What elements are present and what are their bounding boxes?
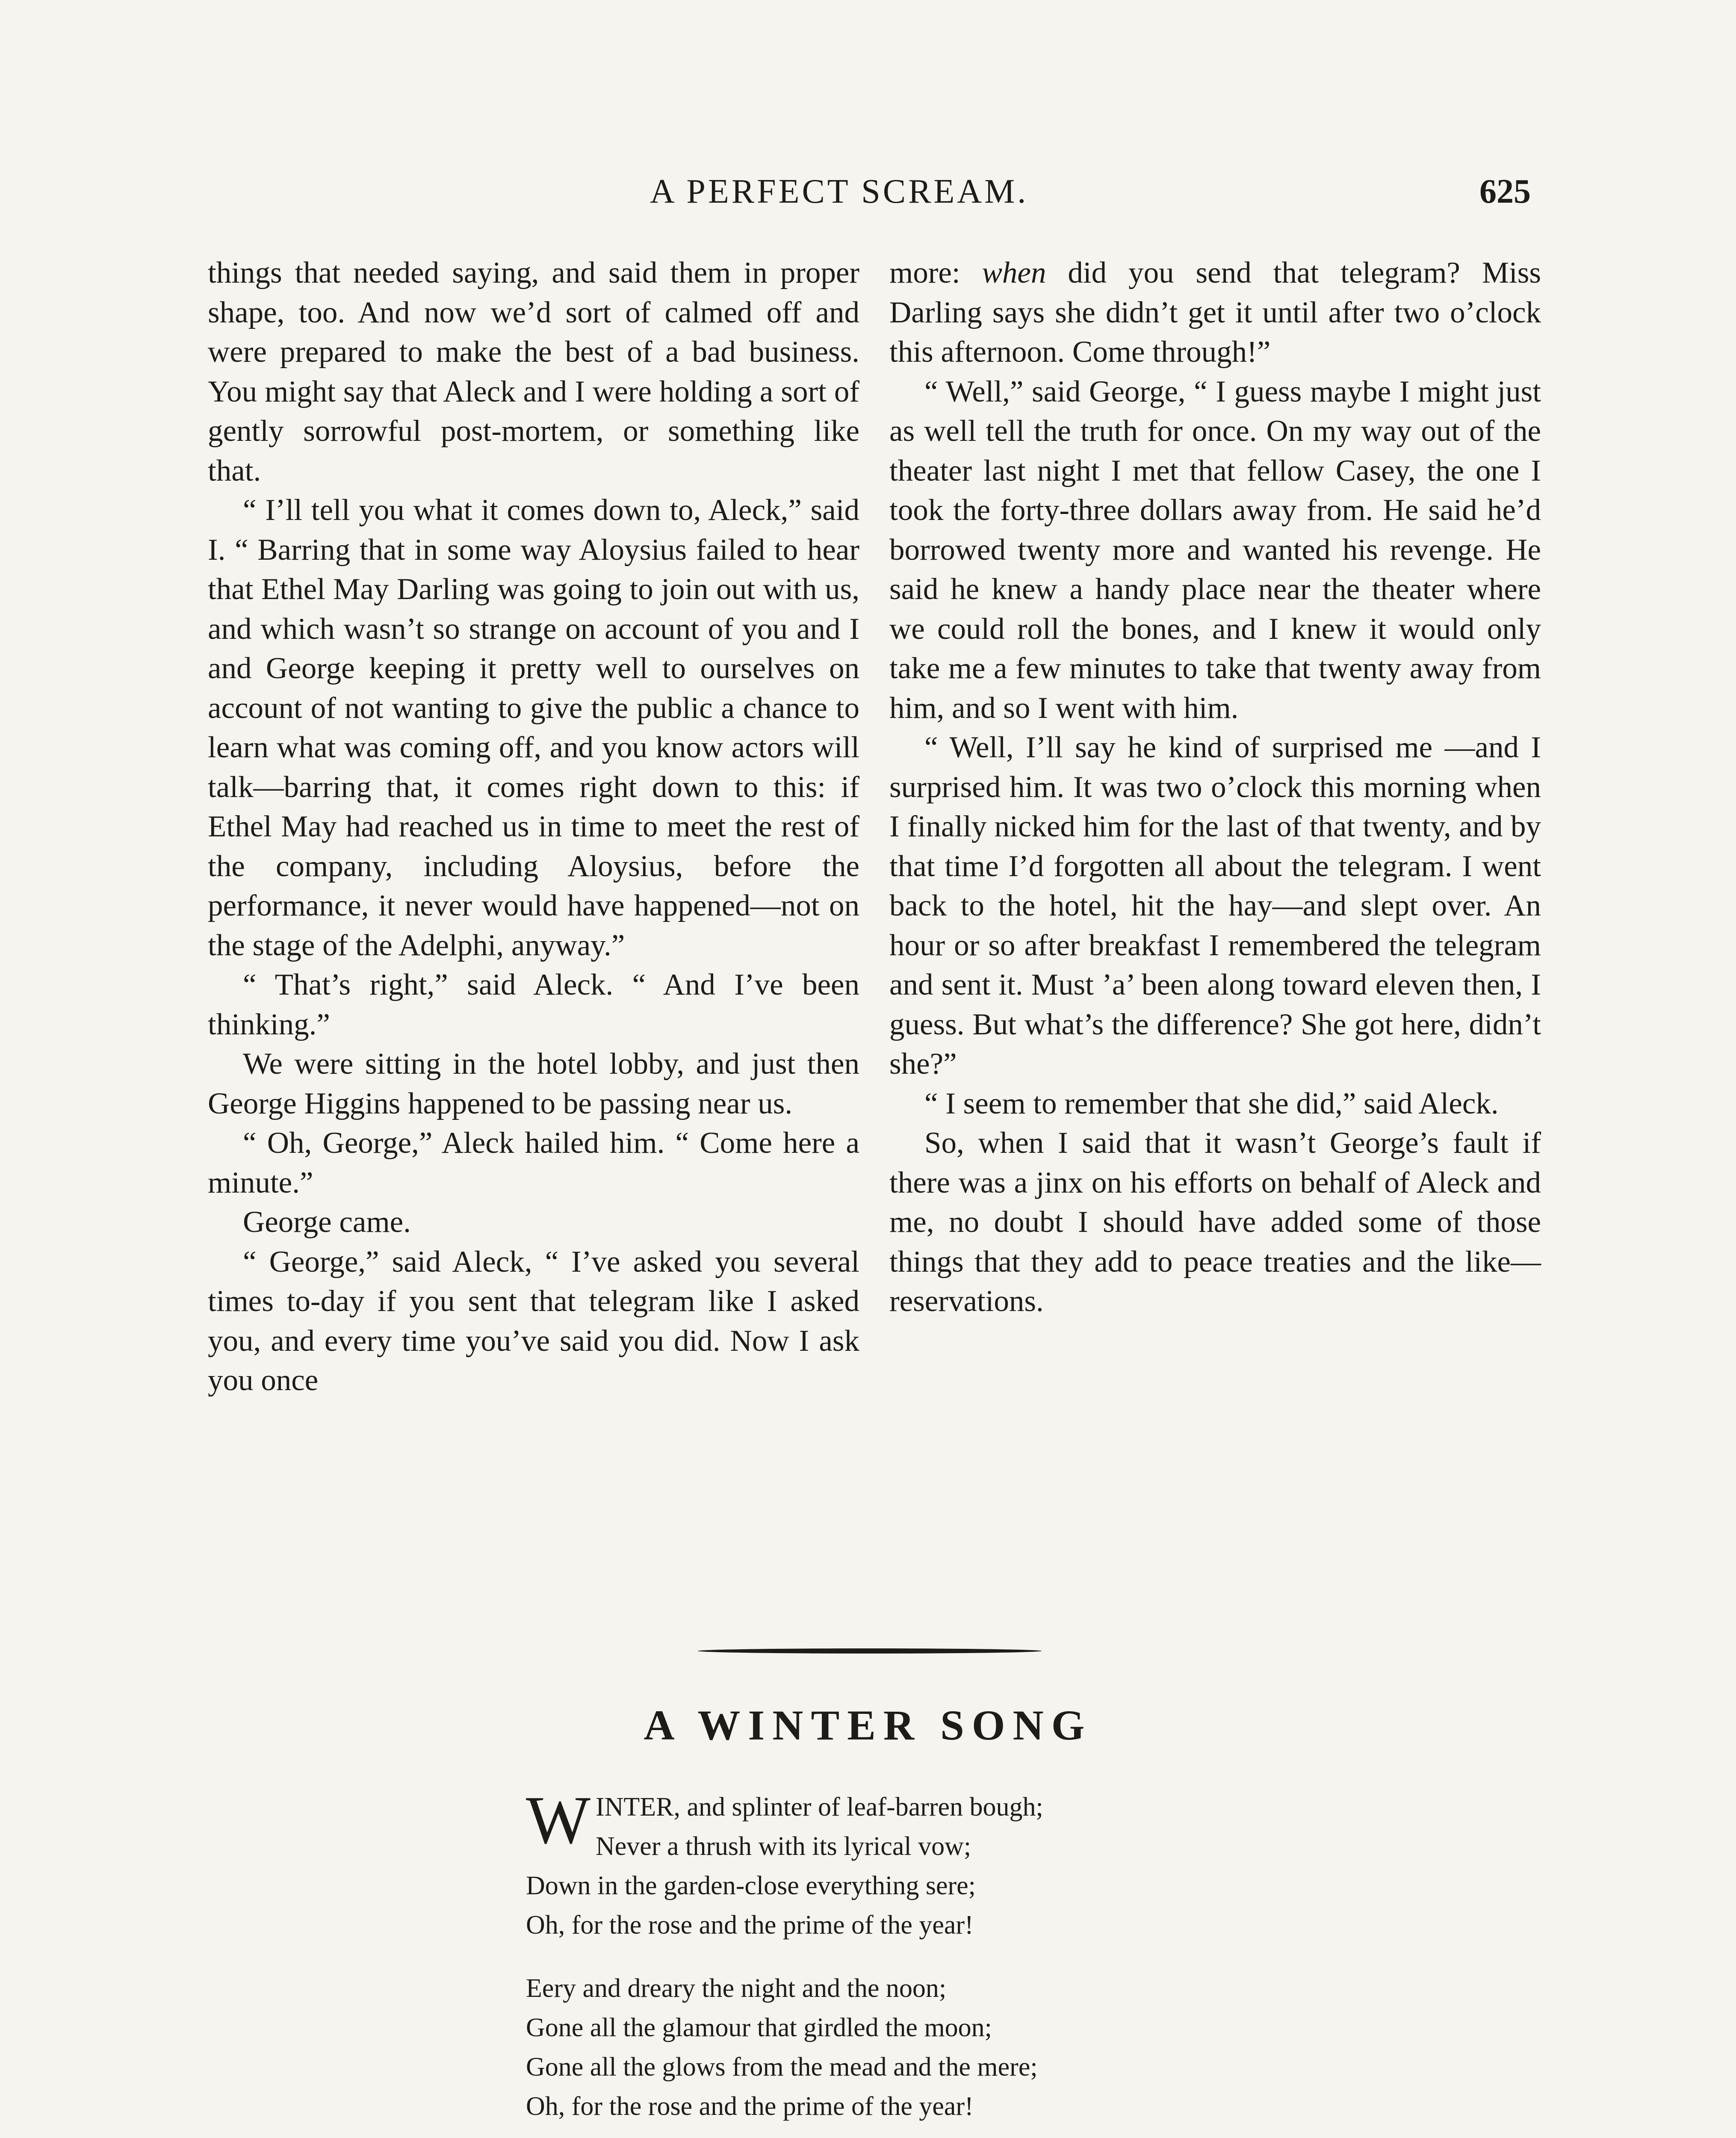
story-paragraph: “ Well, I’ll say he kind of surprised me —and I surprised him. It was two o’clock this morning when I finally nicked him for the last of that twenty, and by that time I’d forgotten all about the telegram. I went back to the hotel, hit the hay—and slept over. An hour or so after breakfast I remembered the telegram and sent it. Must ’a’ been along toward eleven then, I guess. But what’s the difference? She got here, didn’t she?” <box>889 731 1541 1081</box>
story-paragraph: “ That’s right,” said Aleck. “ And I’ve been thinking.” <box>208 968 859 1041</box>
poem-line: Gone all the glamour that girdled the moon; <box>526 2013 992 2042</box>
poem-body <box>526 1782 1338 2138</box>
story-paragraph: “ I’ll tell you what it comes down to, Aleck,” said I. “ Barring that in some way Aloysius failed to hear that Ethel May Darling was going to join out with us, and which wasn’t so strange on account of you and I and George keeping it pretty well to ourselves on account of not wanting to give the public a chance to learn what was coming off, and you know actors will talk—barring that, it comes right down to this: if Ethel May had reached us in time to meet the rest of the company, including Aloysius, before the performance, it never would have happened—not on the stage of the Adelphi, anyway.” <box>208 493 859 962</box>
story-right-column <box>889 253 1541 1321</box>
poem-title: A WINTER SONG <box>644 1701 1092 1749</box>
story-left-column <box>208 253 859 1400</box>
story-paragraph: “ Oh, George,” Aleck hailed him. “ Come here a minute.” <box>208 1126 859 1199</box>
story-paragraph: things that needed saying, and said them in proper shape, too. And now we’d sort of calmed off and were prepared to make the best of a bad business. You might say that Aleck and I were holding a sort of gently sorrowful post-mortem, or something like that. <box>208 256 859 487</box>
running-title: A PERFECT SCREAM. <box>650 173 1029 210</box>
intro-text-before: more: <box>889 256 982 289</box>
poem-line: Down in the garden-close everything sere; <box>526 1871 976 1900</box>
poem-line: Oh, for the rose and the prime of the year! <box>526 1911 974 1940</box>
poem-line: Oh, for the rose and the prime of the year! <box>526 2092 974 2121</box>
story-paragraph: “ I seem to remember that she did,” said Aleck. <box>924 1087 1499 1120</box>
poem-stanza <box>526 1969 1338 2126</box>
story-paragraph: We were sitting in the hotel lobby, and just then George Higgins happened to be passing near us. <box>208 1047 859 1120</box>
intro-emphasis: when <box>982 256 1046 289</box>
story-paragraph: So, when I said that it wasn’t George’s fault if there was a jinx on his efforts on behalf of Aleck and me, no doubt I should have added some of those things that they add to peace treaties and the like—reservations. <box>889 1126 1541 1318</box>
poem-stanza <box>526 1782 1338 1945</box>
poem-line: INTER, and splinter of leaf-barren bough; <box>596 1792 1043 1822</box>
poem-line: Eery and dreary the night and the noon; <box>526 1974 947 2003</box>
page-number: 625 <box>1479 173 1531 210</box>
story-paragraph: George came. <box>243 1205 411 1239</box>
intro-text-after: did you send that telegram? Miss Darling says she didn’t get it until after two o’clock this afternoon. Come through!” <box>889 256 1541 369</box>
poem-line: Never a thrush with its lyrical vow; <box>596 1832 971 1861</box>
story-paragraph-continued <box>889 253 1541 372</box>
story-paragraph: “ George,” said Aleck, “ I’ve asked you several times to-day if you sent that telegram like I asked you, and every time you’ve said you did. Now I ask you once <box>208 1245 859 1397</box>
drop-cap: W <box>526 1782 591 1858</box>
poem-line: Gone all the glows from the mead and the mere; <box>526 2052 1038 2082</box>
section-divider <box>698 1648 1042 1654</box>
story-paragraph: “ Well,” said George, “ I guess maybe I might just as well tell the truth for once. On my way out of the theater last night I met that fellow Casey, the one I took the forty-three dollars away from. He said he’d borrowed twenty more and wanted his revenge. He said he knew a handy place near the theater where we could roll the bones, and I knew it would only take me a few minutes to take that twenty away from him, and so I went with him. <box>889 375 1541 725</box>
